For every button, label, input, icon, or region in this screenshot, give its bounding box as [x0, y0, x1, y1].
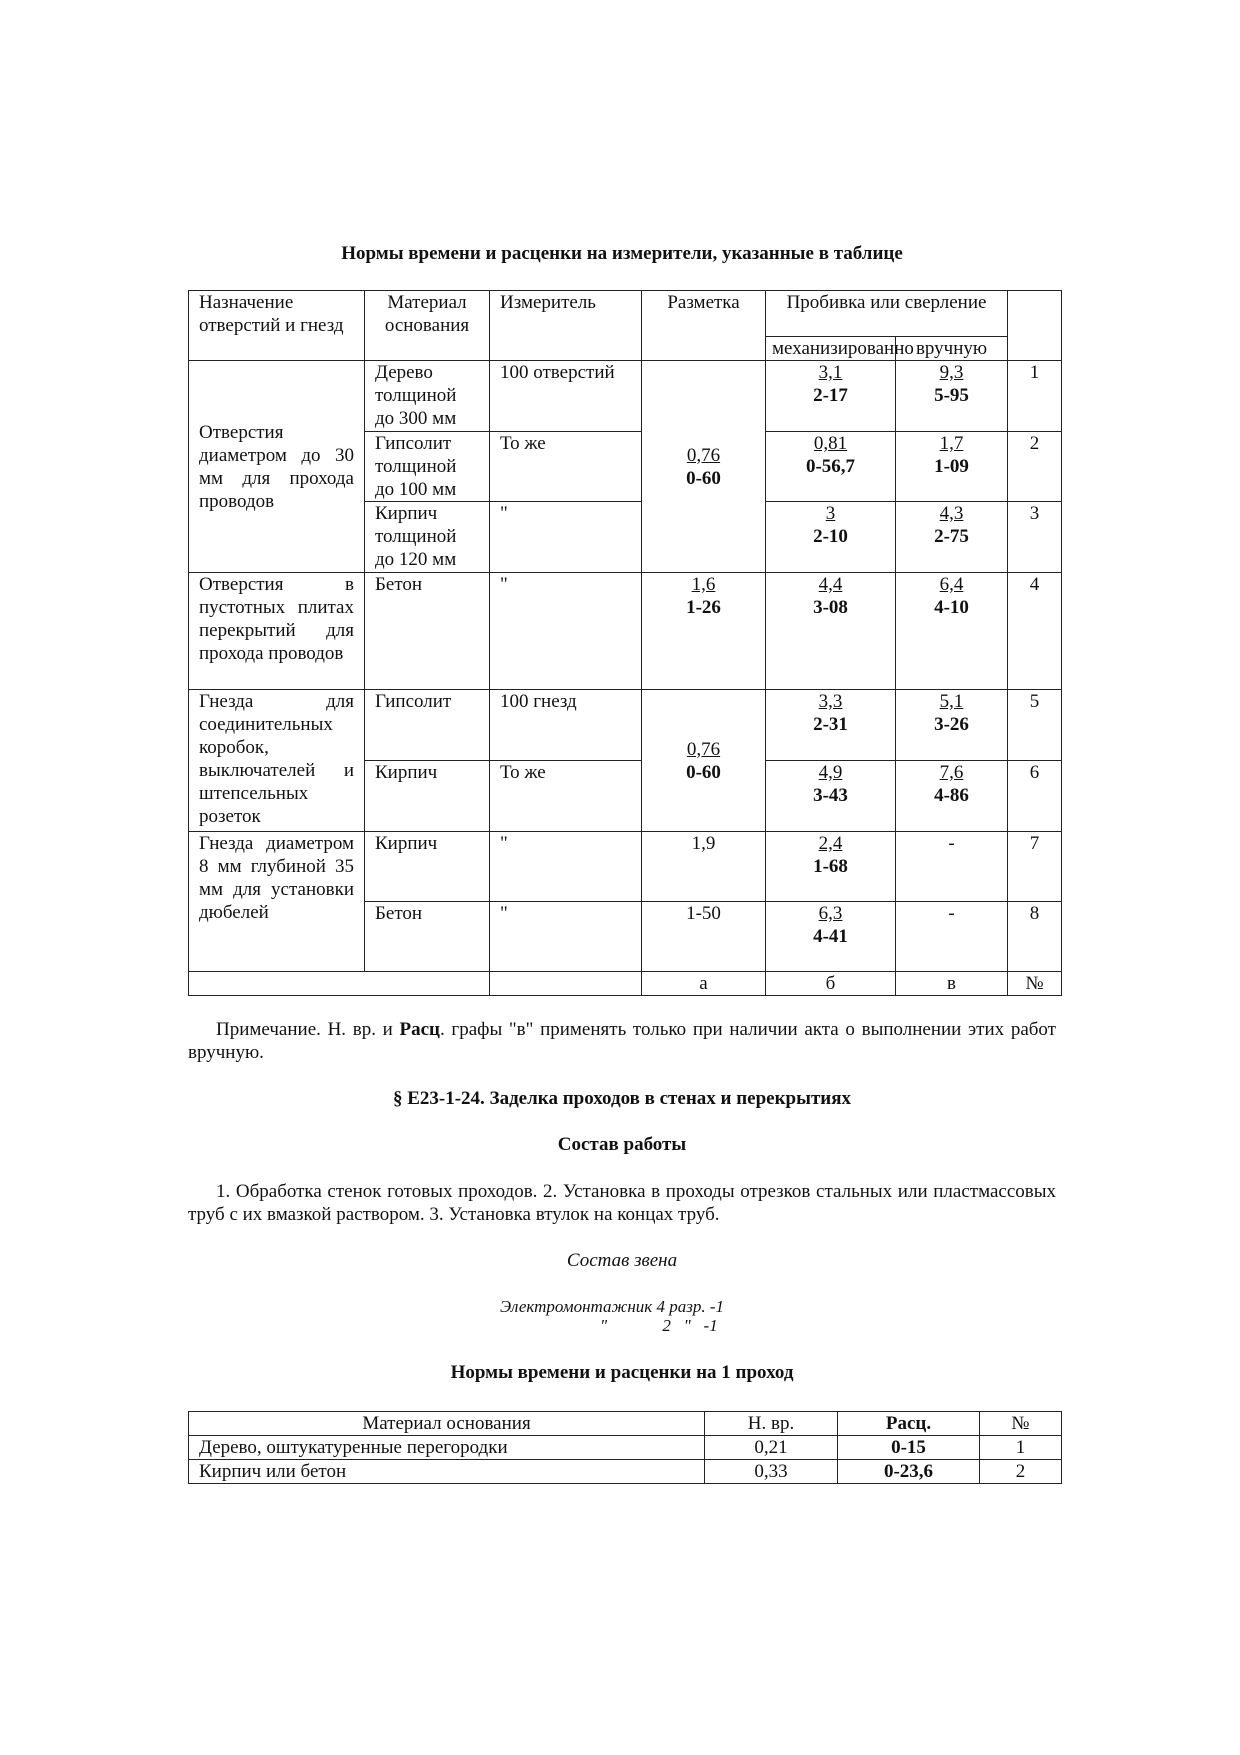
norm-value: 6,3: [818, 903, 843, 924]
header-number: №: [980, 1412, 1062, 1436]
crew-title: Состав звена: [566, 1250, 678, 1271]
norm-value: 0,76: [686, 738, 721, 760]
section-title: § Е23-1-24. Заделка проходов в стенах и перекрытиях: [392, 1088, 852, 1109]
material-cell: Дерево, оштукатуренные перегородки: [189, 1436, 705, 1460]
footer-empty-cell: [189, 972, 490, 996]
row-number: 1: [980, 1436, 1062, 1460]
unit-cell: ": [490, 832, 642, 902]
rate-value: 2-10: [813, 526, 848, 547]
rate-value: 2-75: [934, 526, 969, 547]
unit-cell: То же: [490, 761, 642, 832]
marking-cell: 1,9: [642, 832, 766, 902]
table-row: [189, 1460, 1062, 1484]
material-cell: Кирпич толщиной до 120 мм: [365, 502, 490, 573]
norm-value: 2,4: [818, 833, 843, 854]
norm-value: 0,76: [686, 444, 721, 466]
table-header-row: [189, 291, 1062, 337]
table-row: [189, 832, 1062, 902]
crew-line-2: " 2 " -1: [600, 1316, 718, 1335]
row-number: 4: [1008, 573, 1062, 690]
purpose-cell: Гнезда диаметром 8 мм глубиной 35 мм для установки дюбелей: [189, 832, 365, 972]
marking-cell: [642, 690, 766, 832]
manual-cell: [896, 690, 1008, 761]
rate-value: 1-68: [813, 856, 848, 877]
footer-col-b: б: [766, 972, 896, 996]
norm-value: 4,3: [939, 503, 964, 524]
marking-cell: [642, 573, 766, 690]
unit-cell: То же: [490, 432, 642, 502]
rate-value: 4-10: [934, 597, 969, 618]
header-mechanized: механизированно: [766, 337, 896, 361]
unit-cell: ": [490, 902, 642, 972]
rate-value: 3-43: [813, 785, 848, 806]
crew-line-1: Электромонтажник 4 разр. -1: [500, 1297, 725, 1316]
norm-value: 9,3: [939, 362, 964, 383]
norm-value: 6,4: [939, 574, 964, 595]
rate-value: 4-41: [813, 926, 848, 947]
header-purpose: Назначение отверстий и гнезд: [189, 291, 365, 361]
work-composition-text: [188, 1180, 1056, 1226]
table-row: [189, 361, 1062, 432]
rate-value: 3-08: [813, 597, 848, 618]
footer-col-v: в: [896, 972, 1008, 996]
rate-value: 2-31: [813, 714, 848, 735]
unit-cell: 100 отверстий: [490, 361, 642, 432]
unit-cell: ": [490, 502, 642, 573]
header-number: [1008, 291, 1062, 361]
table-row: [189, 573, 1062, 690]
rate-value: 2-17: [813, 385, 848, 406]
manual-cell: [896, 761, 1008, 832]
footer-empty-cell: [490, 972, 642, 996]
material-cell: Бетон: [365, 573, 490, 690]
norm-value: 7,6: [939, 762, 964, 783]
purpose-cell: Гнезда для соединительных коробок, выключателей и штепсельных розеток: [189, 690, 365, 832]
footer-col-number: №: [1008, 972, 1062, 996]
note-prefix: Примечание. Н. вр. и: [216, 1019, 400, 1040]
material-cell: Гипсолит толщиной до 100 мм: [365, 432, 490, 502]
row-number: 2: [1008, 432, 1062, 502]
table1-title: Нормы времени и расценки на измерители, указанные в таблице: [341, 243, 903, 264]
rate-value: 3-26: [934, 714, 969, 735]
table-row: [189, 1436, 1062, 1460]
note-paragraph: [188, 1018, 1056, 1064]
row-number: 7: [1008, 832, 1062, 902]
note-suffix: . графы "в" применять только при наличии акта о выполнении этих работ вручную.: [188, 1019, 1056, 1063]
rate-value: 0-60: [686, 761, 721, 783]
norm-value: 4,4: [818, 574, 843, 595]
norm-value: 1,6: [691, 574, 716, 595]
marking-cell: [642, 361, 766, 573]
manual-cell: -: [896, 832, 1008, 902]
rate-value: 1-26: [686, 597, 721, 618]
manual-cell: [896, 573, 1008, 690]
rate-value: 4-86: [934, 785, 969, 806]
material-cell: Дерево толщиной до 300 мм: [365, 361, 490, 432]
header-unit: Измеритель: [490, 291, 642, 361]
rate-value: 0-60: [686, 467, 721, 489]
table-row: [189, 690, 1062, 761]
norm-value: 1,7: [939, 433, 964, 454]
time-norm-cell: 0,21: [705, 1436, 838, 1460]
rate-value: 0-56,7: [805, 456, 856, 477]
mech-cell: [766, 361, 896, 432]
norm-value: 5,1: [939, 691, 964, 712]
manual-cell: [896, 432, 1008, 502]
header-drilling: Пробивка или сверление: [766, 291, 1008, 337]
mech-cell: [766, 502, 896, 573]
work-text: 1. Обработка стенок готовых проходов. 2. Установка в проходы отрезков стальных или пластмассовых труб с их вмазкой раствором. 3. Установка втулок на концах труб.: [188, 1181, 1056, 1225]
time-norm-cell: 0,33: [705, 1460, 838, 1484]
table2-header-row: [189, 1412, 1062, 1436]
mech-cell: [766, 690, 896, 761]
material-cell: Кирпич: [365, 832, 490, 902]
norm-value: 3,3: [818, 691, 843, 712]
marking-cell: 1-50: [642, 902, 766, 972]
mech-cell: [766, 432, 896, 502]
manual-cell: [896, 502, 1008, 573]
row-number: 5: [1008, 690, 1062, 761]
norm-value: 3,1: [818, 362, 843, 383]
header-material: Материал основания: [189, 1412, 705, 1436]
purpose-cell: Отверстия в пустотных плитах перекрытий для прохода проводов: [189, 573, 365, 690]
norm-value: 4,9: [818, 762, 843, 783]
norm-value: 3: [825, 503, 836, 524]
header-time-norm: Н. вр.: [705, 1412, 838, 1436]
footer-col-a: а: [642, 972, 766, 996]
row-number: 6: [1008, 761, 1062, 832]
norm-value: 0,81: [813, 433, 848, 454]
material-cell: Кирпич: [365, 761, 490, 832]
rate-value: 5-95: [934, 385, 969, 406]
material-cell: Кирпич или бетон: [189, 1460, 705, 1484]
row-number: 8: [1008, 902, 1062, 972]
header-material: Материал основания: [365, 291, 490, 361]
mech-cell: [766, 832, 896, 902]
manual-cell: -: [896, 902, 1008, 972]
purpose-cell: Отверстия диаметром до 30 мм для прохода проводов: [189, 361, 365, 573]
row-number: 3: [1008, 502, 1062, 573]
unit-cell: ": [490, 573, 642, 690]
unit-cell: 100 гнезд: [490, 690, 642, 761]
rate-cell: 0-15: [838, 1436, 980, 1460]
row-number: 2: [980, 1460, 1062, 1484]
mech-cell: [766, 902, 896, 972]
table-footer-row: [189, 972, 1062, 996]
header-rate: Расц.: [838, 1412, 980, 1436]
pass-norms-table: [188, 1411, 1062, 1484]
work-composition-title: Состав работы: [557, 1134, 687, 1155]
material-cell: Гипсолит: [365, 690, 490, 761]
header-manual: вручную: [896, 337, 1008, 361]
mech-cell: [766, 573, 896, 690]
material-cell: Бетон: [365, 902, 490, 972]
note-bold: Расц: [399, 1019, 440, 1040]
mech-cell: [766, 761, 896, 832]
rate-value: 1-09: [934, 456, 969, 477]
norms-table: [188, 290, 1062, 996]
rate-cell: 0-23,6: [838, 1460, 980, 1484]
header-marking: Разметка: [642, 291, 766, 361]
row-number: 1: [1008, 361, 1062, 432]
manual-cell: [896, 361, 1008, 432]
table2-title: Нормы времени и расценки на 1 проход: [450, 1362, 794, 1383]
